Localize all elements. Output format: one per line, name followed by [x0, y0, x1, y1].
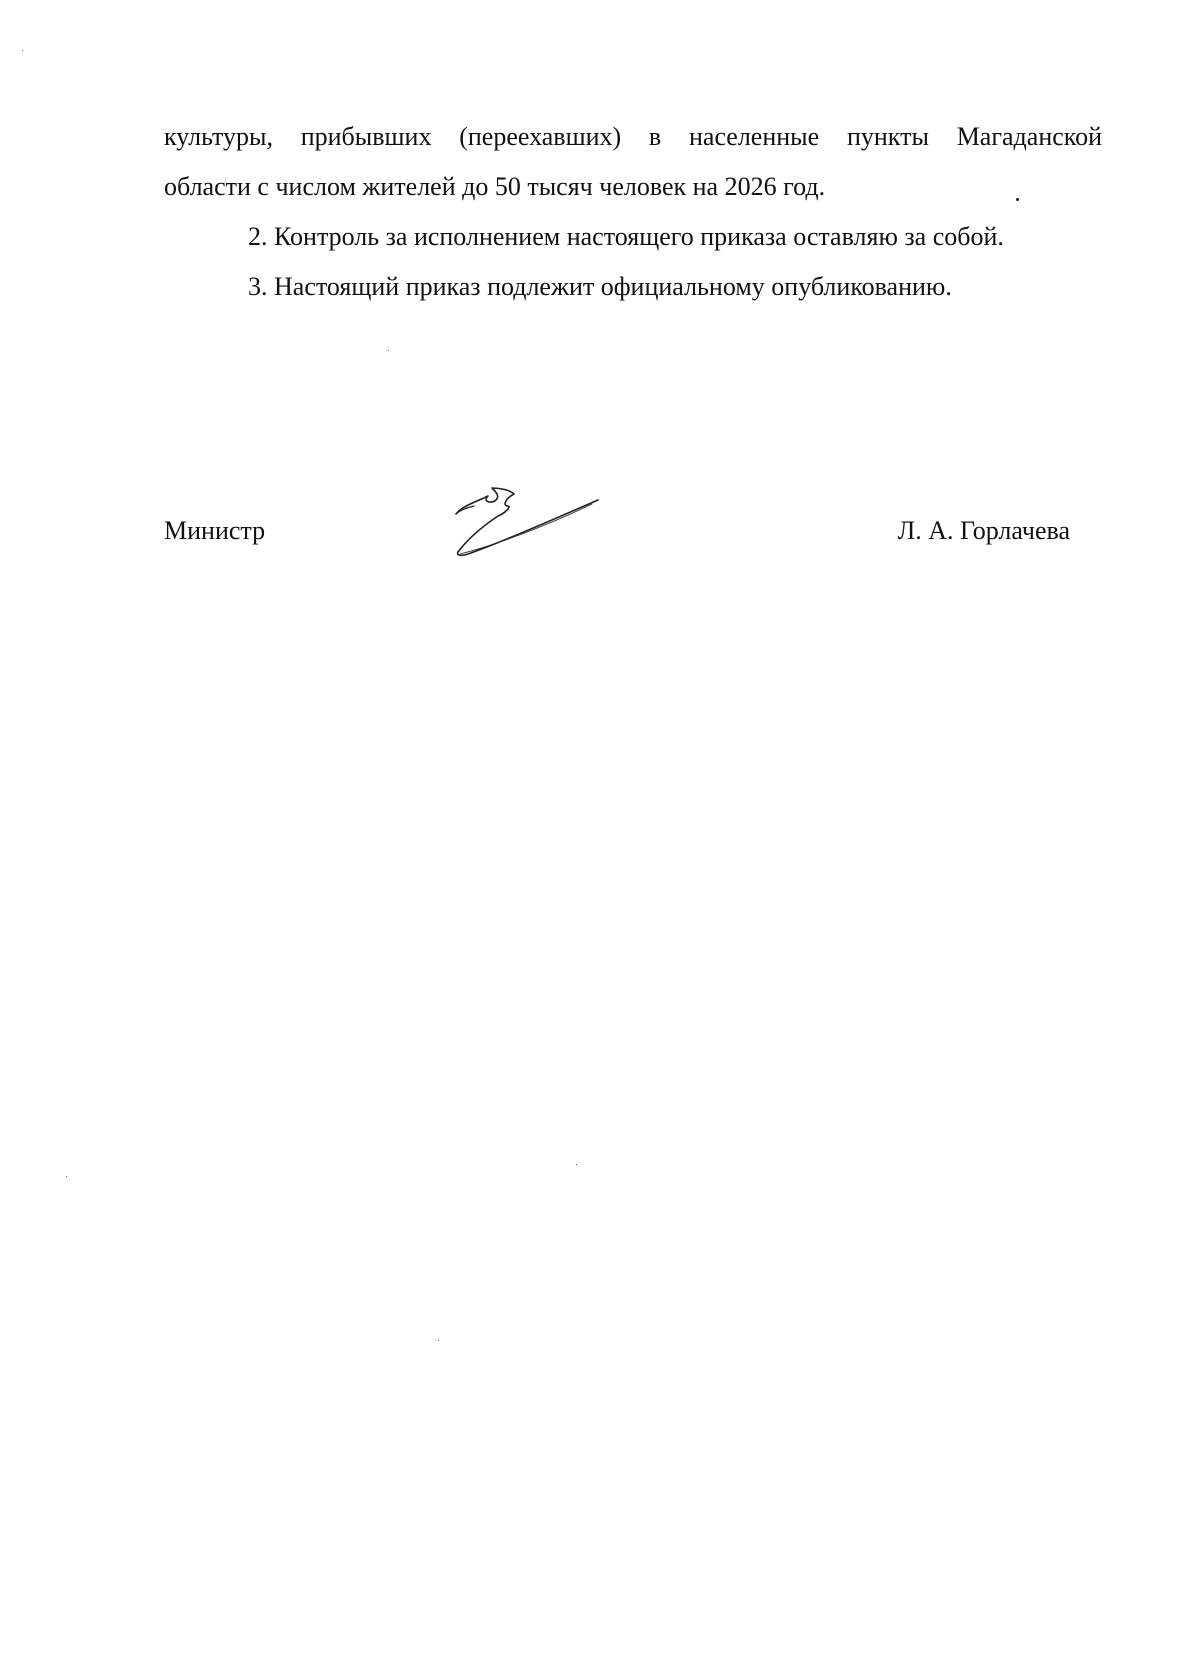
scan-speck	[22, 50, 23, 51]
signatory-title: Министр	[164, 516, 266, 545]
scan-speck	[1016, 198, 1019, 201]
paragraph-publication: 3. Настоящий приказ подлежит официальному опубликованию.	[248, 272, 952, 301]
paragraph-control: 2. Контроль за исполнением настоящего приказа оставляю за собой.	[248, 222, 1004, 251]
paragraph-line: области с числом жителей до 50 тысяч человек на 2026 год.	[164, 172, 826, 201]
handwritten-signature	[452, 484, 602, 564]
signatory-name: Л. А. Горлачева	[897, 516, 1070, 545]
scan-speck	[66, 1176, 67, 1177]
scan-speck	[576, 1164, 577, 1165]
paragraph-line: культуры, прибывших (переехавших) в населенные пункты Магаданской	[164, 122, 1102, 151]
document-body	[164, 112, 1102, 312]
scan-speck	[438, 1340, 439, 1341]
paragraph-continuation	[164, 112, 1102, 212]
scan-speck	[388, 350, 389, 351]
